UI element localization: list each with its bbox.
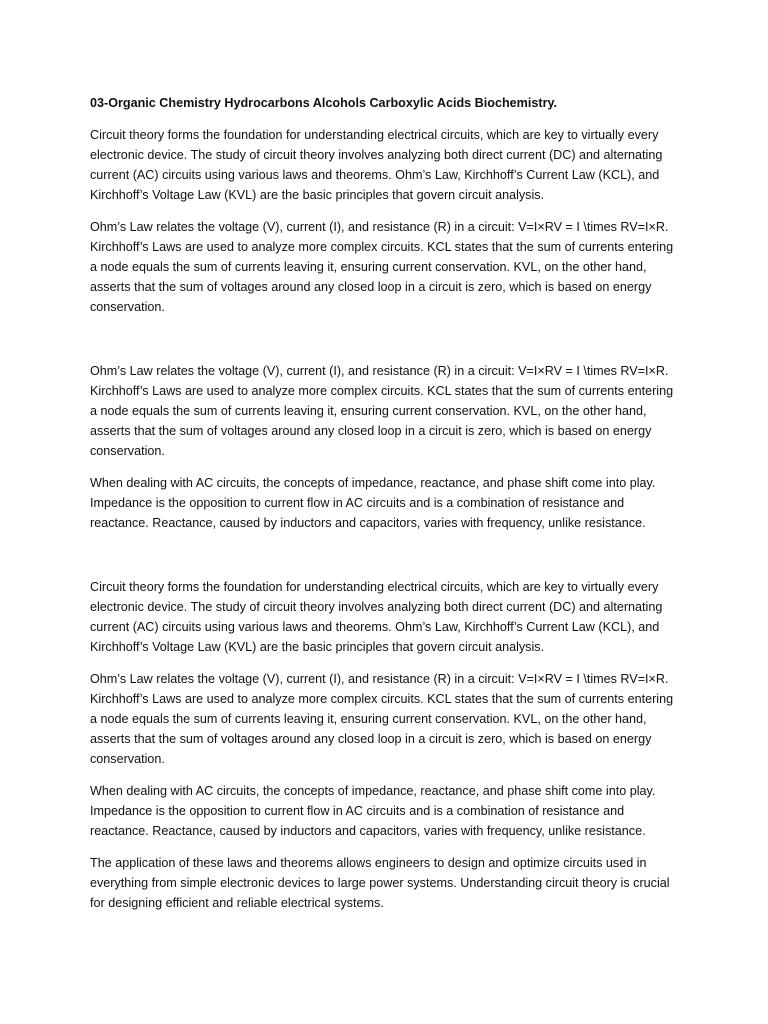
paragraph-spacer (90, 545, 682, 577)
paragraph-application: The application of these laws and theorems allows engineers to design and optimize circuits used in everything from simple electronic devices to large power systems. Understanding circuit theory is crucial for designing efficient and reliable electrical systems. (90, 856, 670, 910)
document-title: 03-Organic Chemistry Hydrocarbons Alcohols Carboxylic Acids Biochemistry. (90, 96, 558, 110)
paragraph-ohms-law-3: Ohm’s Law relates the voltage (V), current (I), and resistance (R) in a circuit: V=I×RV = I \times RV=I×R. Kirchhoff’s Laws are used to analyze more complex circuits. KCL states that the sum of currents entering a node equals the sum of currents leaving it, ensuring current conservation. KVL, on the other hand, asserts that the sum of voltages around any closed loop in a circuit is zero, which is based on energy conservation. (90, 672, 674, 766)
paragraph-spacer (90, 329, 682, 361)
paragraph-ac-circuits-1: When dealing with AC circuits, the concepts of impedance, reactance, and phase shift come into play. Impedance is the opposition to current flow in AC circuits and is a combination of resistance and reactance. Reactance, caused by inductors and capacitors, varies with frequency, unlike resistance. (90, 476, 656, 530)
document-page (90, 93, 682, 925)
paragraph-circuit-theory-intro-2: Circuit theory forms the foundation for understanding electrical circuits, which are key to virtually every electronic device. The study of circuit theory involves analyzing both direct current (DC) and alternating current (AC) circuits using various laws and theorems. Ohm’s Law, Kirchhoff’s Current Law (KCL), and Kirchhoff’s Voltage Law (KVL) are the basic principles that govern circuit analysis. (90, 580, 663, 654)
paragraph-circuit-theory-intro-1: Circuit theory forms the foundation for understanding electrical circuits, which are key to virtually every electronic device. The study of circuit theory involves analyzing both direct current (DC) and alternating current (AC) circuits using various laws and theorems. Ohm’s Law, Kirchhoff’s Current Law (KCL), and Kirchhoff’s Voltage Law (KVL) are the basic principles that govern circuit analysis. (90, 128, 663, 202)
paragraph-ohms-law-2: Ohm’s Law relates the voltage (V), current (I), and resistance (R) in a circuit: V=I×RV = I \times RV=I×R. Kirchhoff’s Laws are used to analyze more complex circuits. KCL states that the sum of currents entering a node equals the sum of currents leaving it, ensuring current conservation. KVL, on the other hand, asserts that the sum of voltages around any closed loop in a circuit is zero, which is based on energy conservation. (90, 364, 674, 458)
paragraph-ohms-law-1: Ohm’s Law relates the voltage (V), current (I), and resistance (R) in a circuit: V=I×RV = I \times RV=I×R. Kirchhoff’s Laws are used to analyze more complex circuits. KCL states that the sum of currents entering a node equals the sum of currents leaving it, ensuring current conservation. KVL, on the other hand, asserts that the sum of voltages around any closed loop in a circuit is zero, which is based on energy conservation. (90, 220, 674, 314)
paragraph-ac-circuits-2: When dealing with AC circuits, the concepts of impedance, reactance, and phase shift come into play. Impedance is the opposition to current flow in AC circuits and is a combination of resistance and reactance. Reactance, caused by inductors and capacitors, varies with frequency, unlike resistance. (90, 784, 656, 838)
